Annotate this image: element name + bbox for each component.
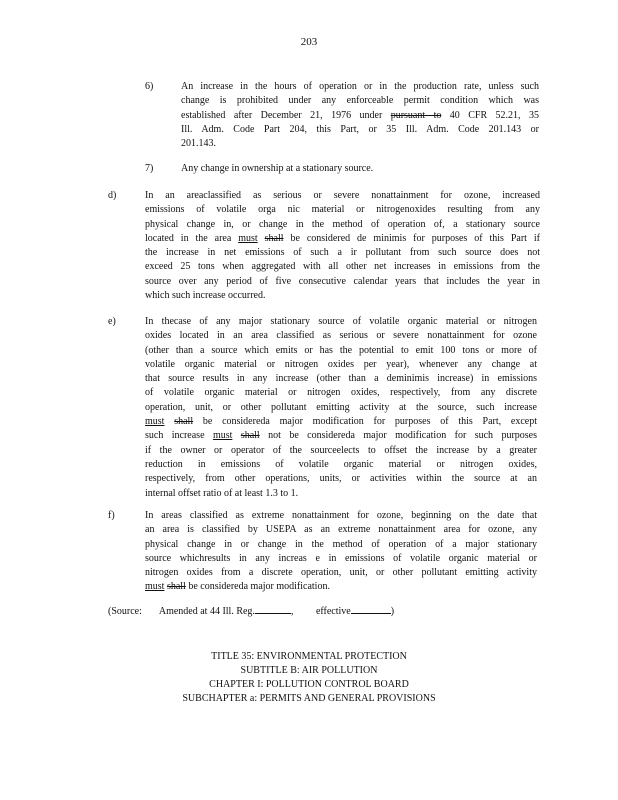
heading-subchapter: SUBCHAPTER a: PERMITS AND GENERAL PROVISIONS [182, 693, 436, 704]
text-line: internal offset ratio of at least 1.3 to 1. [145, 487, 299, 499]
effective-date-blank [351, 613, 391, 614]
text-line: if the owner or operator of the sourceelects to offset the increase by a greater [145, 444, 537, 456]
text-line: the increase in net emissions of such a ir pollutant from such source does not [145, 247, 540, 259]
subsection-text [145, 189, 540, 303]
text-line: volatile organic material or nitrogen oxides per year), whenever any change at [145, 358, 537, 370]
inserted-text: must [238, 232, 258, 244]
deleted-text: shall [174, 416, 194, 428]
page-number: 203 [300, 36, 318, 48]
deleted-text: shall [264, 232, 284, 244]
text-line: physical change in, or change in the method of operation of, a stationary source [145, 218, 540, 230]
text-line: nitrogen oxides from a discrete operation, unit, or other pollutant emitting activity [145, 567, 537, 579]
text-line: Any change in ownership at a stationary source. [181, 163, 374, 174]
heading-title: TITLE 35: ENVIRONMENTAL PROTECTION [211, 651, 407, 662]
inserted-text: must [145, 416, 165, 428]
source-note [108, 606, 394, 617]
register-blank [255, 613, 291, 614]
heading-chapter: CHAPTER I: POLLUTION CONTROL BOARD [209, 679, 409, 690]
text-line: In areas classified as extreme nonattainment for ozone, beginning on the date that [145, 510, 537, 521]
subsection-text [145, 509, 537, 595]
text-line: In thecase of any major stationary source of volatile organic material or nitrogen [145, 316, 537, 327]
source-amended: Amended at 44 Ill. Reg. [158, 606, 255, 617]
subsection-label: f) [108, 510, 115, 521]
subsection-text [181, 162, 539, 176]
subsection-label: d) [108, 190, 117, 201]
source-close: ) [390, 606, 395, 617]
text-line: that source results in any increase (other than a deminimis increase) in emissions [145, 373, 537, 385]
text-line: which such increase occurred. [145, 290, 266, 302]
source-open: (Source: [108, 606, 142, 617]
text-line: established after December 21, 1976 under pursuant to 40 CFR 52.21, 35 [181, 109, 539, 121]
text-line: In an areaclassified as serious or severe nonattainment for ozone, increased [145, 190, 540, 201]
text-line: reduction in emissions of volatile organic material or nitrogen oxides, [145, 458, 537, 470]
source-effective: effective [315, 606, 351, 617]
text-line: source over any period of five consecutive calendar years that includes the year in [145, 275, 540, 287]
source-comma: , [290, 606, 294, 617]
text-line: an area is classified by USEPA as an extreme nonattainment area for ozone, any [145, 524, 537, 536]
subsection-label: 7) [145, 163, 154, 174]
text-line: 201.143. [181, 138, 216, 150]
subsection-label: e) [108, 316, 116, 327]
subsection-text [181, 80, 539, 151]
text-line: must shall be considereda major modification for purposes of this Part, except [145, 416, 538, 428]
inserted-text: must [145, 581, 165, 593]
text-line: located in the area must shall be considered de minimis for purposes of this Part if [145, 232, 541, 244]
text-line: change is prohibited under any enforceable permit condition which was [181, 95, 539, 107]
text-line: such increase must shall not be considereda major modification for such purposes [145, 430, 538, 442]
deleted-text: pursuant to [390, 109, 442, 121]
text-line: operation, unit, or other pollutant emitting activity at the source, such increase [145, 401, 537, 413]
inserted-text: must [212, 430, 233, 442]
text-line: emissions of volatile orga nic material or nitrogenoxides resulting from any [145, 204, 540, 216]
text-line: exceed 25 tons when aggregated with all other net increases in emissions from the [145, 261, 540, 273]
text-line: respectively, from other operations, units, or activities within the source at an [145, 473, 537, 485]
title-heading-block [0, 650, 618, 706]
deleted-text: shall [240, 430, 260, 442]
text-line: An increase in the hours of operation or in the production rate, unless such [181, 81, 539, 92]
subsection-text [145, 315, 537, 501]
text-line: physical change in or change in the method of operation of a major stationary [145, 538, 537, 550]
subsection-label: 6) [145, 81, 154, 92]
text-line: Ill. Adm. Code Part 204, this Part, or 35 Ill. Adm. Code 201.143 or [181, 123, 539, 135]
text-line: (other than a source which emits or has the potential to emit 100 tons or more of [145, 344, 537, 356]
deleted-text: shall [166, 581, 186, 593]
text-line: of volatile organic material or nitrogen oxides, respectively, from any discrete [145, 387, 537, 399]
heading-subtitle: SUBTITLE B: AIR POLLUTION [240, 665, 378, 676]
text-line: oxides located in an area classified as serious or severe nonattainment for ozone [145, 330, 537, 342]
text-line: source whichresults in any increas e in emissions of volatile organic material or [145, 552, 537, 564]
text-line: must shall be considereda major modification. [145, 581, 330, 593]
